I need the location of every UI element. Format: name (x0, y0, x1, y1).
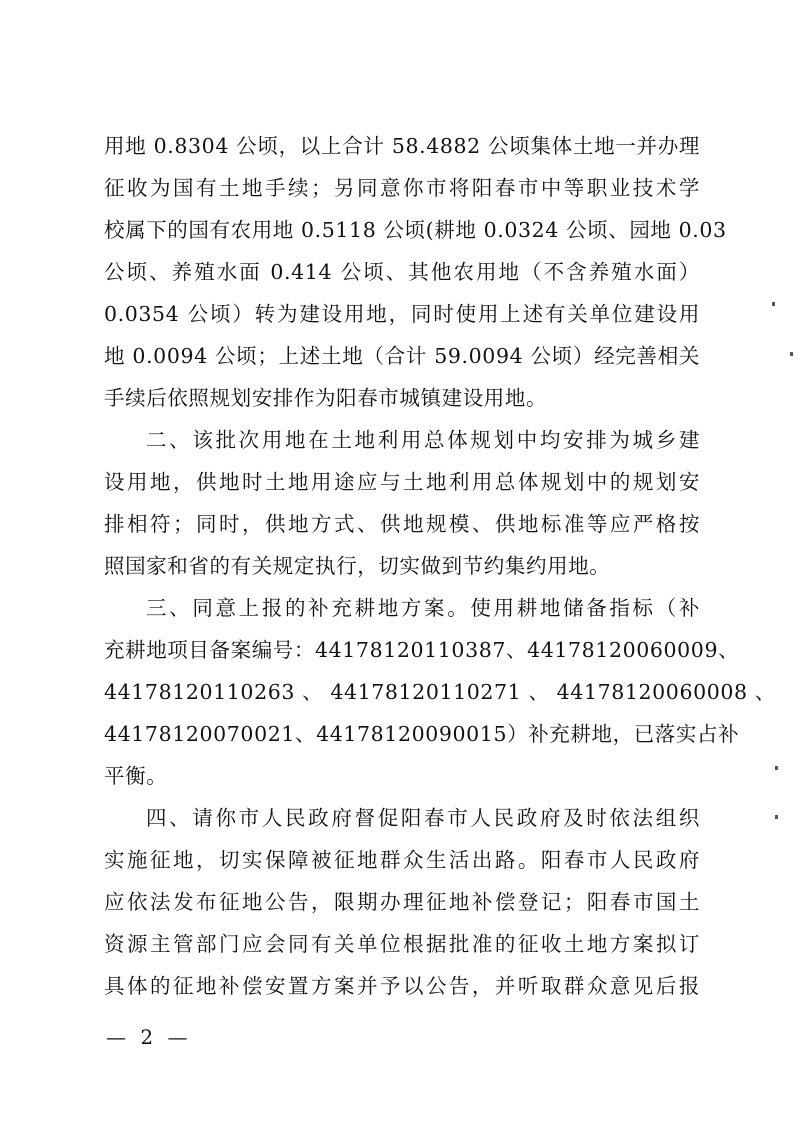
text-line: 0.0354 公顷）转为建设用地，同时使用上述有关单位建设用 (104, 302, 700, 326)
scan-mark (775, 766, 778, 770)
text-line: 手续后依照规划安排作为阳春市城镇建设用地。 (104, 386, 548, 410)
paragraph-three-start: 三、同意上报的补充耕地方案。使用耕地储备指标（补 (146, 596, 700, 620)
text-line: 校属下的国有农用地 0.5118 公顷(耕地 0.0324 公顷、园地 0.03 (104, 218, 727, 242)
scan-mark (790, 352, 793, 356)
paragraph-four-start: 四、请你市人民政府督促阳春市人民政府及时依法组织 (146, 806, 700, 830)
text-line: 用地 0.8304 公顷，以上合计 58.4882 公顷集体土地一并办理 (104, 134, 700, 158)
text-line: 征收为国有土地手续；另同意你市将阳春市中等职业技术学 (104, 176, 700, 200)
text-line: 排相符；同时，供地方式、供地规模、供地标准等应严格按 (104, 512, 700, 536)
text-line: 地 0.0094 公顷；上述土地（合计 59.0094 公顷）经完善相关 (104, 344, 700, 368)
text-line: 应依法发布征地公告，限期办理征地补偿登记；阳春市国土 (104, 890, 700, 914)
text-line: 44178120070021、44178120090015）补充耕地，已落实占补 (104, 722, 740, 746)
text-line: 设用地，供地时土地用途应与土地利用总体规划中的规划安 (104, 470, 700, 494)
text-line: 公顷、养殖水面 0.414 公顷、其他农用地（不含养殖水面） (104, 260, 700, 284)
text-line: 平衡。 (104, 764, 168, 788)
text-line: 实施征地，切实保障被征地群众生活出路。阳春市人民政府 (104, 848, 700, 872)
text-line: 资源主管部门应会同有关单位根据批准的征收土地方案拟订 (104, 932, 700, 956)
text-line: 照国家和省的有关规定执行，切实做到节约集约用地。 (104, 554, 611, 578)
scan-mark (772, 302, 775, 306)
page-number: — 2 — (106, 1025, 192, 1049)
scan-mark (775, 815, 778, 819)
text-line: 具体的征地补偿安置方案并予以公告，并听取群众意见后报 (104, 974, 700, 998)
text-line: 44178120110263 、 44178120110271 、 44178120060008 、 (104, 680, 776, 704)
paragraph-two-start: 二、该批次用地在土地利用总体规划中均安排为城乡建 (146, 428, 700, 452)
text-line: 充耕地项目备案编号：44178120110387、44178120060009、 (104, 638, 740, 662)
